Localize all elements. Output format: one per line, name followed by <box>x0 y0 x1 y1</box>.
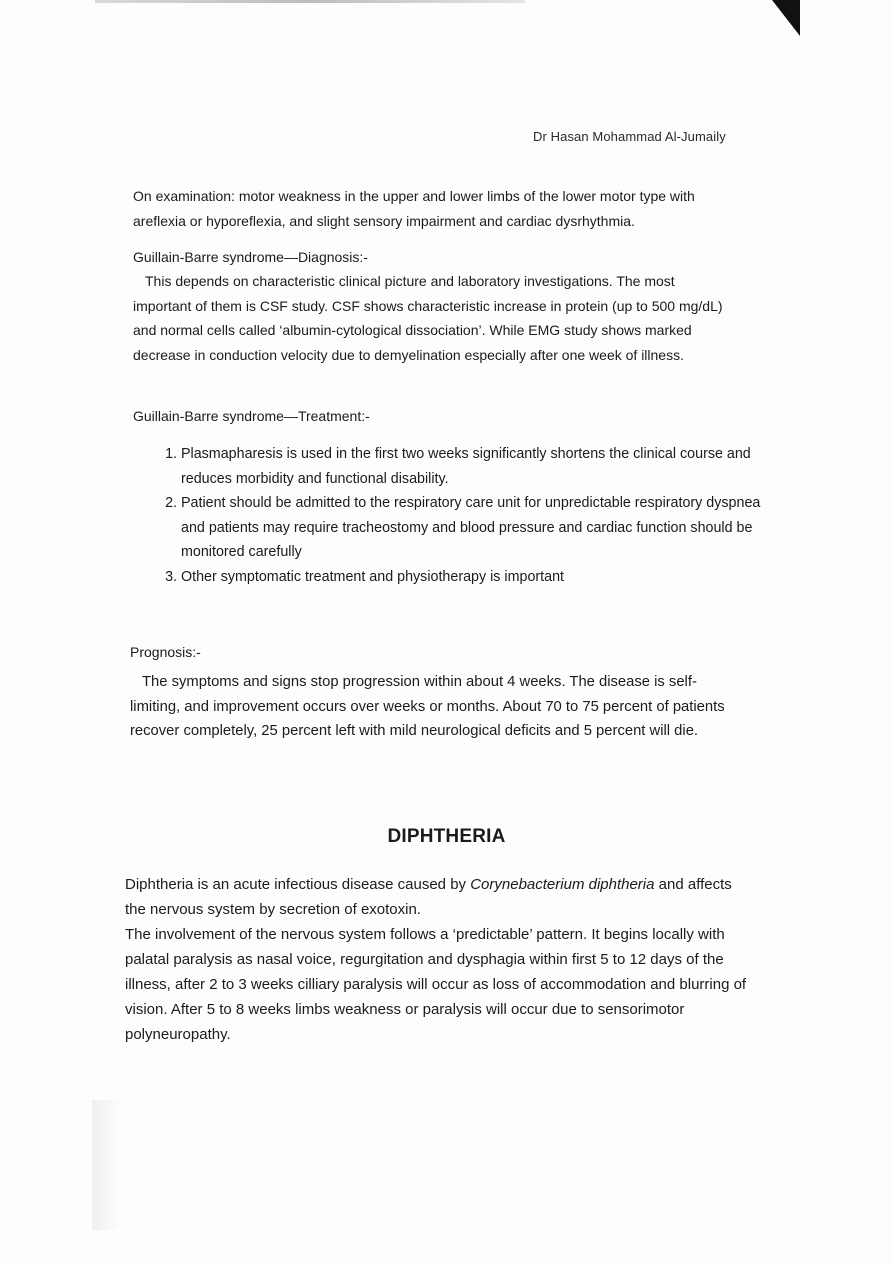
prognosis-paragraph: The symptoms and signs stop progression within about 4 weeks. The disease is self-limiting, and improvement occurs over weeks or months. About 70 to 75 percent of patients recover completely, 25 percent left with mild neurological deficits and 5 percent will die. <box>130 674 725 739</box>
author-header: Dr Hasan Mohammad Al-Jumaily <box>533 129 726 144</box>
diphtheria-body <box>125 872 750 1047</box>
scan-top-edge <box>95 0 525 3</box>
diphtheria-paragraph-2: The involvement of the nervous system follows a ‘predictable’ pattern. It begins locally with palatal paralysis as nasal voice, regurgitation and dysphagia within first 5 to 12 days of the illness, after 2 to 3 weeks cilliary paralysis will occur as loss of accommodation and blurring of vision. After 5 to 8 weeks limbs weakness or paralysis will occur due to sensorimotor polyneuropathy. <box>125 926 747 1043</box>
diagnosis-paragraph: This depends on characteristic clinical picture and laboratory investigations. The most important of them is CSF study. CSF shows characteristic increase in protein (up to 500 mg/dL) and normal cells called ‘albumin-cytological dissociation’. While EMG study shows marked decrease in conduction velocity due to demyelination especially after one week of illness. <box>133 273 723 363</box>
diphtheria-p1-start: Diphtheria is an acute infectious disease caused by <box>125 876 471 893</box>
treatment-heading: Guillain-Barre syndrome—Treatment:- <box>133 408 370 424</box>
organism-name: Corynebacterium diphtheria <box>470 876 655 893</box>
treatment-item: 2. Patient should be admitted to the respiratory care unit for unpredictable respiratory dyspnea and patients may require tracheostomy and blood pressure and cardiac function should be monitored carefully <box>181 491 781 565</box>
treatment-list <box>133 442 781 589</box>
diphtheria-paragraph-1 <box>125 872 750 922</box>
treatment-item: 1. Plasmapharesis is used in the first two weeks significantly shortens the clinical course and reduces morbidity and functional disability. <box>181 442 781 491</box>
examination-paragraph: On examination: motor weakness in the upper and lower limbs of the lower motor type with areflexia or hyporeflexia, and slight sensory impairment and cardiac dysrhythmia. <box>133 188 695 229</box>
diphtheria-title: DIPHTHERIA <box>387 826 506 847</box>
prognosis-heading: Prognosis:- <box>130 644 201 660</box>
diphtheria-p1-end: and affects the nervous system by secretion of exotoxin. <box>125 876 732 918</box>
diagnosis-heading: Guillain-Barre syndrome—Diagnosis:- <box>133 249 368 265</box>
treatment-item: 3. Other symptomatic treatment and physiotherapy is important <box>181 565 781 590</box>
scan-smudge <box>92 1100 122 1230</box>
page-corner-mark <box>772 0 800 36</box>
